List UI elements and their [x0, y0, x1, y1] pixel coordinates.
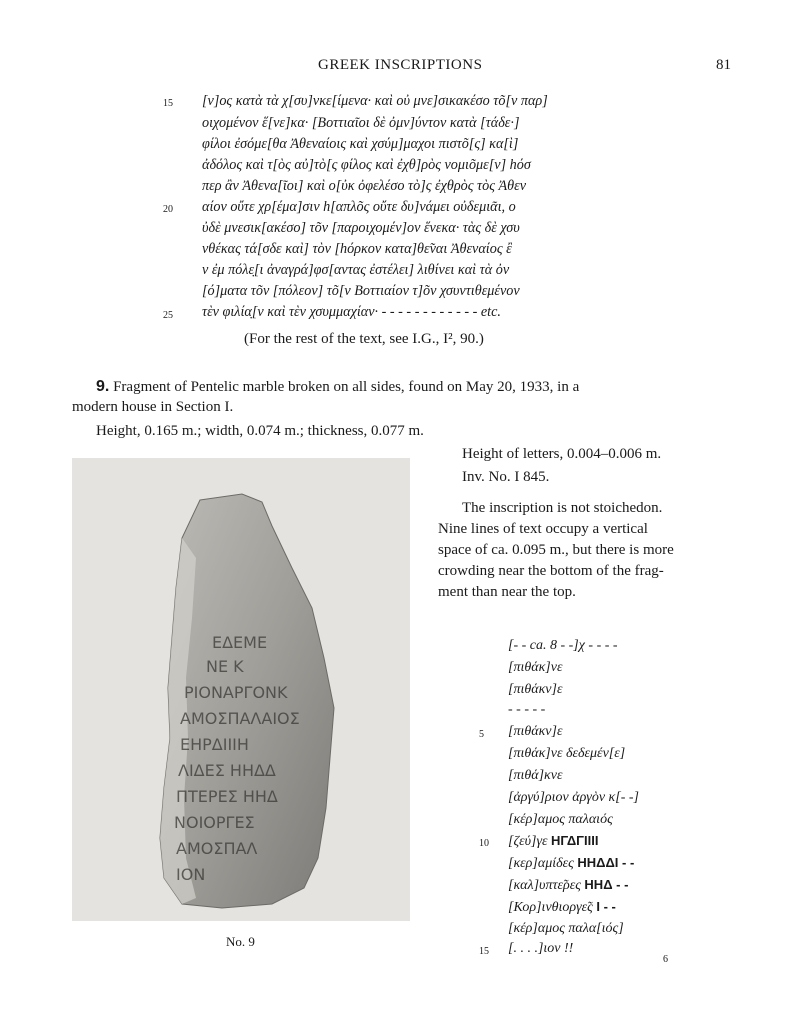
stone-inscription-line: ΑΜΟΣΠΑΛ: [176, 839, 258, 858]
transcription-line: [508, 833, 598, 850]
transcription-line: [508, 877, 628, 894]
line-number: 10: [479, 838, 489, 849]
acrophonic-numeral: ΗΗΔΔΙ - -: [577, 855, 635, 870]
greek-line: νθέκας τά[σδε καὶ] τὸν [hόρκον κατα]θε̃ναι Ἀθεναίος ἒ: [202, 241, 512, 257]
transcription-line: [. . . .]ιον !!: [508, 941, 574, 956]
transcription-line: [κέρ]αμος παλαιός: [508, 812, 613, 827]
line-number: 15: [479, 946, 489, 957]
running-header-title: GREEK INSCRIPTIONS: [318, 57, 483, 73]
greek-line: τὲν φιλία̣[ν καὶ τὲν χσυμμαχίαν· - - - - - - - - - - - - etc.: [202, 304, 501, 320]
acrophonic-numeral: ΗΗΔ - -: [584, 877, 629, 892]
transcription-line: [πιθάκ]νε: [508, 660, 563, 675]
greek-line: περ ἂν Ἀθενα[ῖοι] καὶ ο[ὐκ ὀφελέσο τὸ]ς ἐχθρὸς τὸς Ἀθεν: [202, 178, 527, 194]
line-number: 5: [479, 729, 484, 740]
transcription-line: [πιθά]κνε: [508, 768, 563, 783]
stone-inscription-line: ΡΙΟΝΑΡΓΟΝΚ: [184, 683, 288, 702]
stone-inscription-line: ΕΔΕΜΕ: [212, 633, 268, 652]
stone-inscription-line: ΛΙΔΕΣ ΗΗΔΔ: [178, 761, 276, 780]
transcription-line: [πιθάκ]νε δεδεμέν[ε]: [508, 746, 626, 761]
greek-line: ὐδὲ μνεσικ[ακέσο] τõν [παροιχομέν]ον ἕνεκα· τὰς δὲ χσυ: [202, 220, 520, 236]
stone-inscription-line: ΝΕ Κ: [206, 657, 244, 676]
greek-line: [ν]ος κατὰ τὰ χ[συ]νκε[ίμενα· καὶ οὐ μνε]σικακέσο τõ[ν παρ]: [202, 93, 548, 109]
acrophonic-numeral: ΗΓΔΓΙΙΙΙ: [551, 833, 599, 848]
transcription-line: [πιθάκν]ε: [508, 682, 563, 697]
transcription-text: [ζεύ]γε: [508, 834, 548, 849]
transcription-line: [508, 855, 634, 872]
transcription-text: [κερ]αμίδες: [508, 856, 574, 871]
line-number: 15: [163, 98, 173, 109]
section-9-intro: [96, 378, 579, 396]
letter-height: Height of letters, 0.004–0.006 m.: [462, 446, 662, 462]
page-number: 81: [716, 57, 731, 73]
greek-line: ν ἐμ πόλε̣[ι ἀναγρά]φσ[αντας ἐστέλει] λιθίνει καὶ τὰ ὀν: [202, 262, 510, 278]
transcription-text: [Κορ]ινθιοργε̃ς: [508, 900, 593, 915]
greek-line: φίλοι ἐσόμε[θα Ἀθεναίοις καὶ χσύμ]μαχοι πιστõ[ς] κα[ὶ]: [202, 136, 519, 152]
description-text: Nine lines of text occupy a vertical: [438, 521, 648, 537]
transcription-line: [508, 899, 616, 916]
section-number: 9.: [96, 378, 110, 395]
transcription-line: [πιθάκν]ε: [508, 724, 563, 739]
transcription-text: [καλ]υπτε̃ρες: [508, 878, 581, 893]
transcription-line: [- - ca. 8 - -]χ - - - -: [508, 638, 618, 653]
description-text: space of ca. 0.095 m., but there is more: [438, 542, 674, 558]
description-text: ment than near the top.: [438, 584, 576, 600]
greek-line: αίον οὔτε χρ[έμα]σιν h[απλõς οὔτε δυ]νάμει οὐδεμιᾶι, ο: [202, 199, 516, 215]
greek-line: [ό]ματα τõν [πόλεον] τõ[ν Βοττιαίον τ]õν χσυντιθεμένον: [202, 283, 520, 299]
line-number: 25: [163, 310, 173, 321]
stone-inscription-line: ΝΟΙΟΡΓΕΣ: [174, 813, 255, 832]
line-number: 20: [163, 204, 173, 215]
fragment-photo: [72, 458, 410, 921]
transcription-line: - - - - -: [508, 702, 546, 717]
stone-inscription-line: ΑΜΟΣΠΑΛΑΙΟΣ: [180, 709, 300, 728]
greek-line: οιχομένον ἕ[νε]κα· [Βοττιαῖοι δὲ ὀμν]ύντον κατὰ [τάδε·]: [202, 115, 520, 131]
transcription-line: [κέρ]αμος παλα[ιός]: [508, 921, 624, 936]
description-line-2: modern house in Section I.: [72, 399, 234, 415]
marble-fragment-image: [72, 458, 410, 921]
stone-inscription-line: ΙΟΝ: [176, 865, 206, 884]
signature-mark: 6: [663, 954, 668, 965]
inventory-number: Inv. No. I 845.: [462, 469, 550, 485]
description-text: crowding near the bottom of the frag-: [438, 563, 664, 579]
dimensions-line: Height, 0.165 m.; width, 0.074 m.; thickness, 0.077 m.: [96, 423, 424, 439]
acrophonic-numeral: Ι - -: [596, 899, 616, 914]
photo-caption: No. 9: [226, 934, 255, 949]
description-line-1: Fragment of Pentelic marble broken on all sides, found on May 20, 1933, in a: [113, 379, 580, 395]
transcription-line: [ἀργύ]ριον ἀργὸν κ[- -]: [508, 790, 639, 805]
greek-line: ἀδόλος καὶ τ[ὸς αὐ]τὸ[ς φίλος καὶ ἐχθ]ρὸς νομιõμε[ν] hόσ: [202, 157, 531, 173]
stone-inscription-line: ΠΤΕΡΕΣ ΗΗΔ: [176, 787, 278, 806]
stone-inscription-line: ΕΗΡΔΙΙΙΗ: [180, 735, 249, 754]
reference-note: (For the rest of the text, see I.G., I², 90.): [244, 331, 484, 347]
description-text: The inscription is not stoichedon.: [462, 500, 663, 516]
